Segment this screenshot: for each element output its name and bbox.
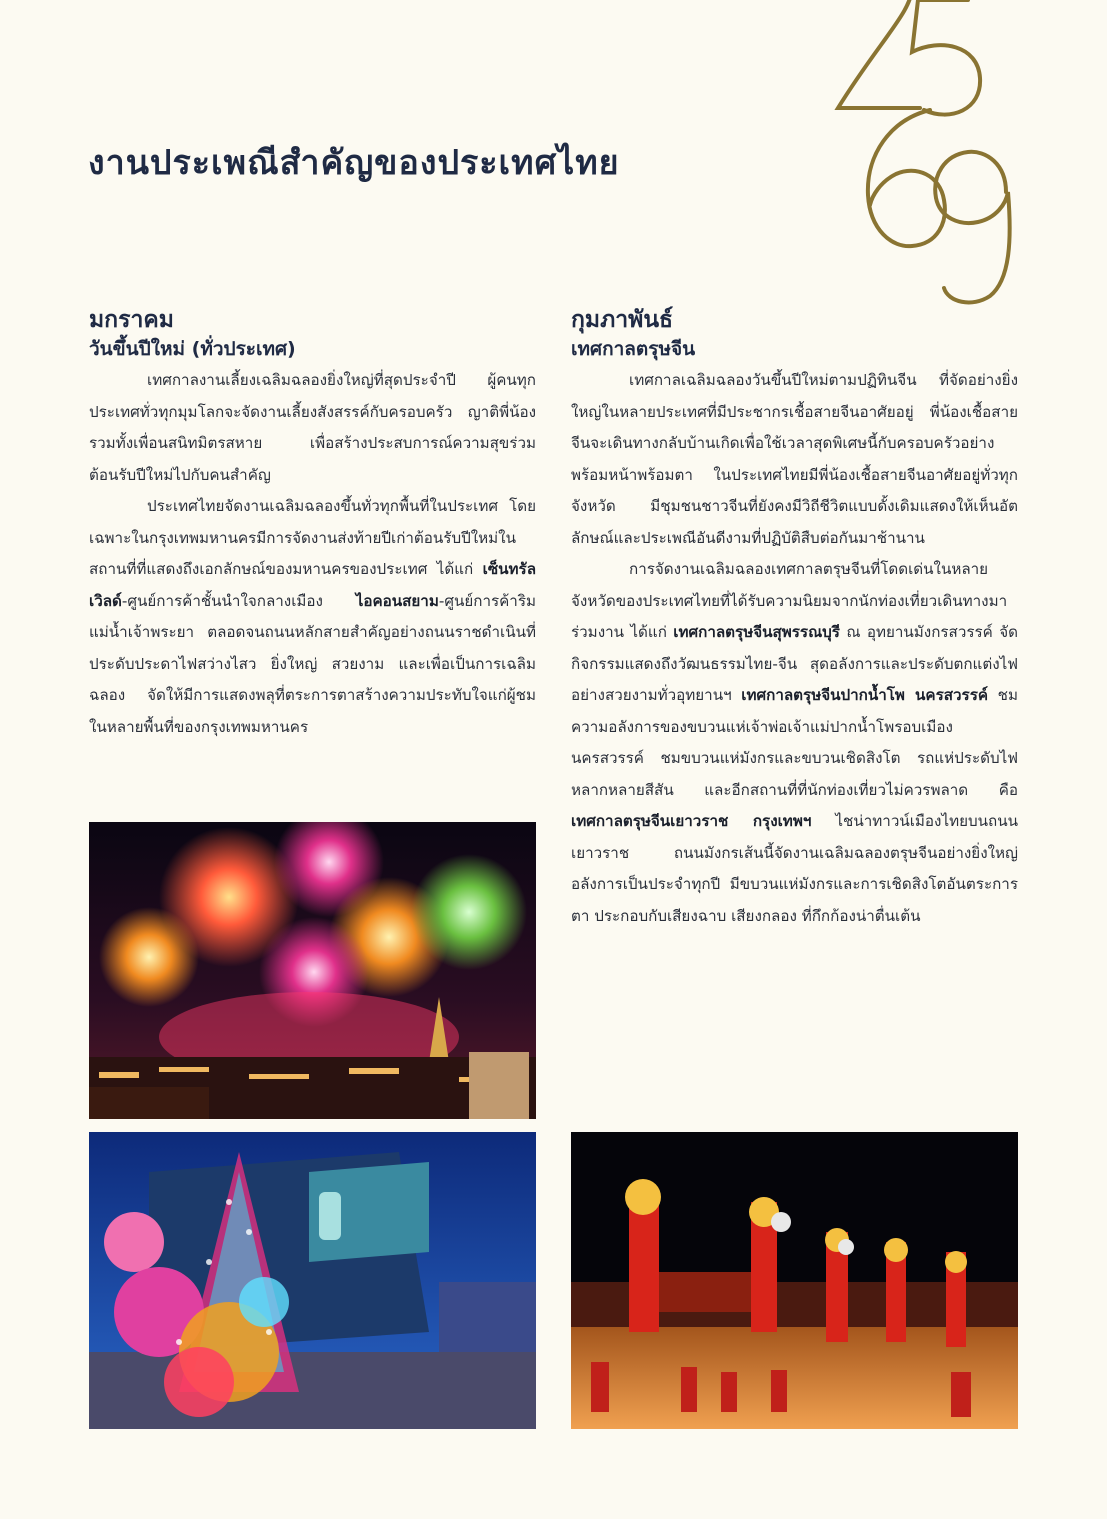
year-numerals [820,0,1050,320]
paragraph: เทศกาลเฉลิมฉลองวันขึ้นปีใหม่ตามปฏิทินจีน ที่จัดอย่างยิ่งใหญ่ในหลายประเทศที่มีประชากรเชื้อสายจีนอาศัยอยู่ พี่น้องเชื้อสายจีนจะเดินทางกลับบ้านเกิดเพื่อใช้เวลาสุดพิเศษนี้กับครอบครัวอย่างพร้อมหน้าพร้อมตา ในประเทศไทยมีพี่น้องเชื้อสายจีนอาศัยอยู่ทั่วทุกจังหวัด มีชุมชนชาวจีนที่ยังคงมีวิถีชีวิตแบบดั้งเดิมแสดงให้เห็นอัตลักษณ์และประเพณีอันดีงามที่ปฏิบัติสืบต่อกันมาช้านาน [571,371,1018,547]
festival-name: เทศกาลตรุษจีนสุพรรณบุรี [673,623,840,641]
event-heading: เทศกาลตรุษจีน [571,338,696,360]
fireworks-photo [89,822,536,1119]
january-section [89,305,536,743]
lion-dance-photo [571,1132,1018,1429]
venue-name: ไอคอนสยาม [355,591,439,610]
festival-name: เทศกาลตรุษจีนปากน้ำโพ นครสวรรค์ [741,686,989,704]
festival-name: เทศกาลตรุษจีนเยาวราช กรุงเทพฯ [571,812,812,830]
event-heading: วันขึ้นปีใหม่ (ทั่วประเทศ) [89,338,296,360]
paragraph: ประเทศไทยจัดงานเฉลิมฉลองขึ้นทั่วทุกพื้นที่ในประเทศ โดยเฉพาะในกรุงเทพมหานครมีการจัดงานส่งท้ายปีเก่าต้อนรับปีใหม่ในสถานที่ที่แสดงถึงเอกลักษณ์ของมหานครของประเทศ ได้แก่ เซ็นทรัลเวิลด์-ศูนย์การค้าชั้นนำใจกลางเมือง ไอคอนสยาม-ศูนย์การค้าริมแม่น้ำเจ้าพระยา ตลอดจนถนนหลักสายสำคัญอย่างถนนราชดำเนินที่ประดับประดาไฟสว่างไสว ยิ่งใหญ่ สวยงาม และเพื่อเป็นการเฉลิมฉลอง จัดให้มีการแสดงพลุที่ตระการตาสร้างความประทับใจแก่ผู้ชมในหลายพื้นที่ของกรุงเทพมหานคร [89,497,536,736]
paragraph: การจัดงานเฉลิมฉลองเทศกาลตรุษจีนที่โดดเด่นในหลายจังหวัดของประเทศไทยที่ได้รับความนิยมจากนักท่องเที่ยวเดินทางมาร่วมงาน ได้แก่ เทศกาลตรุษจีนสุพรรณบุรี ณ อุทยานมังกรสวรรค์ จัดกิจกรรมแสดงถึงวัฒนธรรมไทย-จีน สุดอลังการและประดับตกแต่งไฟอย่างสวยงามทั่วอุทยานฯ เทศกาลตรุษจีนปากน้ำโพ นครสวรรค์ ชมความอลังการของขบวนแห่เจ้าพ่อเจ้าแม่ปากน้ำโพรอบเมืองนครสวรรค์ ชมขบวนแห่มังกรและขบวนเชิดสิงโต รถแห่ประดับไฟหลากหลายสีสัน และอีกสถานที่ที่นักท่องเที่ยวไม่ควรพลาด คือ เทศกาลตรุษจีนเยาวราช กรุงเทพฯ ไชน่าทาวน์เมืองไทยบนถนนเยาวราช ถนนมังกรเส้นนี้จัดงานเฉลิมฉลองตรุษจีนอย่างยิ่งใหญ่อลังการเป็นประจำทุกปี มีขบวนแห่มังกรและการเชิดสิงโตอันตระการตา ประกอบกับเสียงฉาบ เสียงกลอง ที่กึกก้องน่าตื่นเต้น [571,560,1018,925]
paragraph: เทศกาลงานเลี้ยงเฉลิมฉลองยิ่งใหญ่ที่สุดประจำปี ผู้คนทุกประเทศทั่วทุกมุมโลกจะจัดงานเลี้ยงสังสรรค์กับครอบครัว ญาติพี่น้อง รวมทั้งเพื่อนสนิทมิตรสหาย เพื่อสร้างประสบการณ์ความสุขร่วมต้อนรับปีใหม่ไปกับคนสำคัญ [89,371,536,484]
month-heading: กุมภาพันธ์ [571,307,674,333]
year-2569-graphic [820,0,1050,320]
february-section [571,305,1018,932]
mall-celebration-photo [89,1132,536,1429]
page-title: งานประเพณีสำคัญของประเทศไทย [88,142,620,183]
month-heading: มกราคม [89,307,174,333]
venue-name: เซ็นทรัลเวิลด์ [89,560,536,610]
